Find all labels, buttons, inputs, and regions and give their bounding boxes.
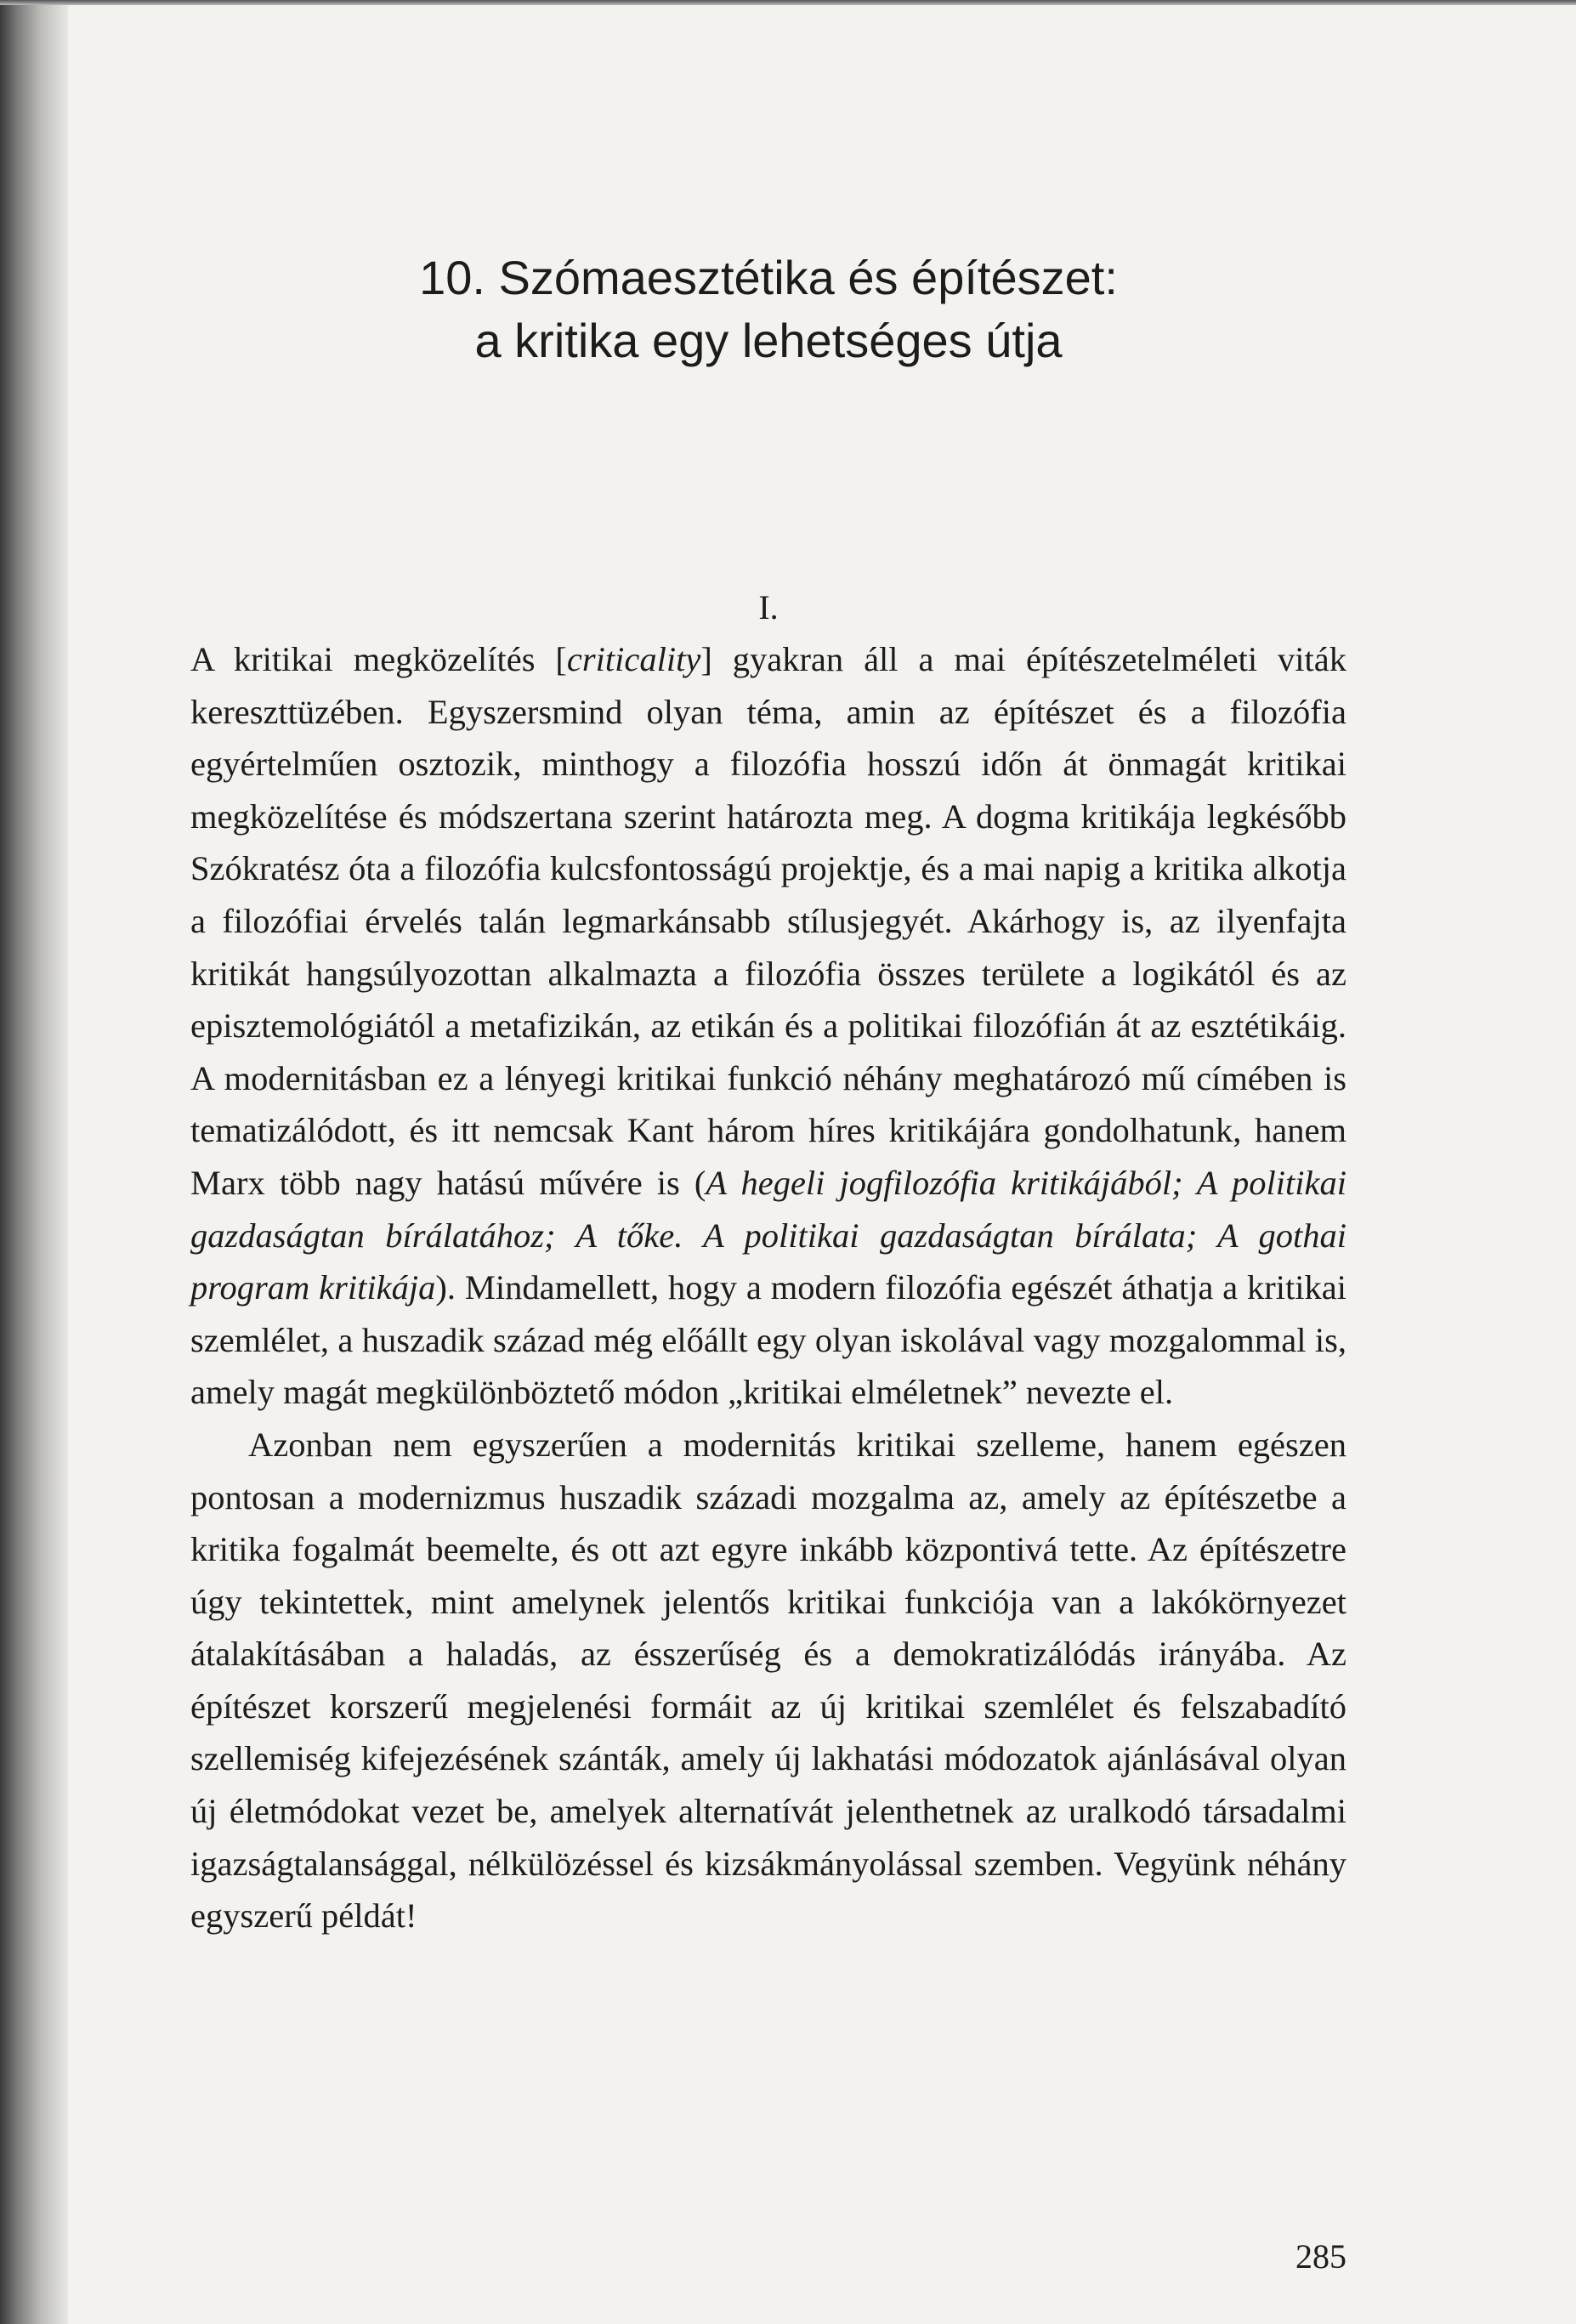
chapter-title-line-2: a kritika egy lehetséges útja (474, 314, 1063, 367)
chapter-title (190, 247, 1346, 372)
paragraph-2: Azonban nem egyszerűen a modernitás kritikai szelleme, hanem egészen pontosan a modernizmus huszadik századi mozgalma az, amely az építészetbe a kritika fogalmát beemelte, és ott azt egyre inkább központivá tette. Az építészetre úgy tekintettek, mint amelynek jelentős kritikai funkciója van a lakókörnyezet átalakításában a haladás, az ésszerűség és a demokratizálódás irányába. Az építészet korszerű megjelenési formáit az új kritikai szemlélet és felszabadító szellemiség kifejezésének szánták, amely új lakhatási módozatok ajánlásával olyan új életmódokat vezet be, amelyek alternatívát jelenthetnek az uralkodó társadalmi igazságtalansággal, nélkülözéssel és kizsákmányolással szemben. Vegyünk néhány egyszerű példát! (190, 1425, 1346, 1936)
paragraph-1 (190, 633, 1346, 1419)
paragraph-1-part-b: ] gyakran áll a mai építészetelméleti viták kereszttüzében. Egyszersmind olyan téma, amin az építészet és a filozófia egyértelműen osztozik, minthogy a filozófia hosszú időn át önmagát kritikai megközelítése és módszertana szerint határozta meg. A dogma kritikája legkésőbb Szókratész óta a filozófia kulcsfontosságú projektje, és a mai napig a kritika alkotja a filozófiai érvelés talán legmarkánsabb stílusjegyét. Akárhogy is, az ilyenfajta kritikát hangsúlyozottan alkalmazta a filozófia összes területe a logikától és az episztemológiától a metafizikán, az etikán és a politikai filozófián át az esztétikáig. A modernitásban ez a lényegi kritikai funkció néhány meghatározó mű címében is tematizálódott, és itt nemcsak Kant három híres kritikájára gondolhatunk, hanem Marx több nagy hatású művére is ( (190, 640, 1346, 1202)
body-text (190, 633, 1346, 1942)
page-number: 285 (1295, 2237, 1346, 2276)
term-criticality: criticality (566, 640, 701, 678)
section-number: I. (758, 588, 779, 626)
book-binding-shadow (0, 0, 68, 2324)
book-page (190, 0, 1346, 2324)
marx-works-titles: A hegeli jogfilozófia kritikájából; A politikai gazdaságtan bírálatához; A tőke. A politikai gazdaságtan bírálata; A gothai program kritikája (190, 1163, 1347, 1307)
chapter-title-line-1: 10. Szómaesztétika és építészet: (419, 251, 1118, 304)
paragraph-1-part-a: A kritikai megközelítés [ (190, 640, 567, 678)
paragraph-1-part-c: ). Mindamellett, hogy a modern filozófia egészét áthatja a kritikai szemlélet, a huszadik század még előállt egy olyan iskolával vagy mozgalommal is, amely magát megkülönböztető módon „kritikai elméletnek” nevezte el. (190, 1268, 1346, 1412)
